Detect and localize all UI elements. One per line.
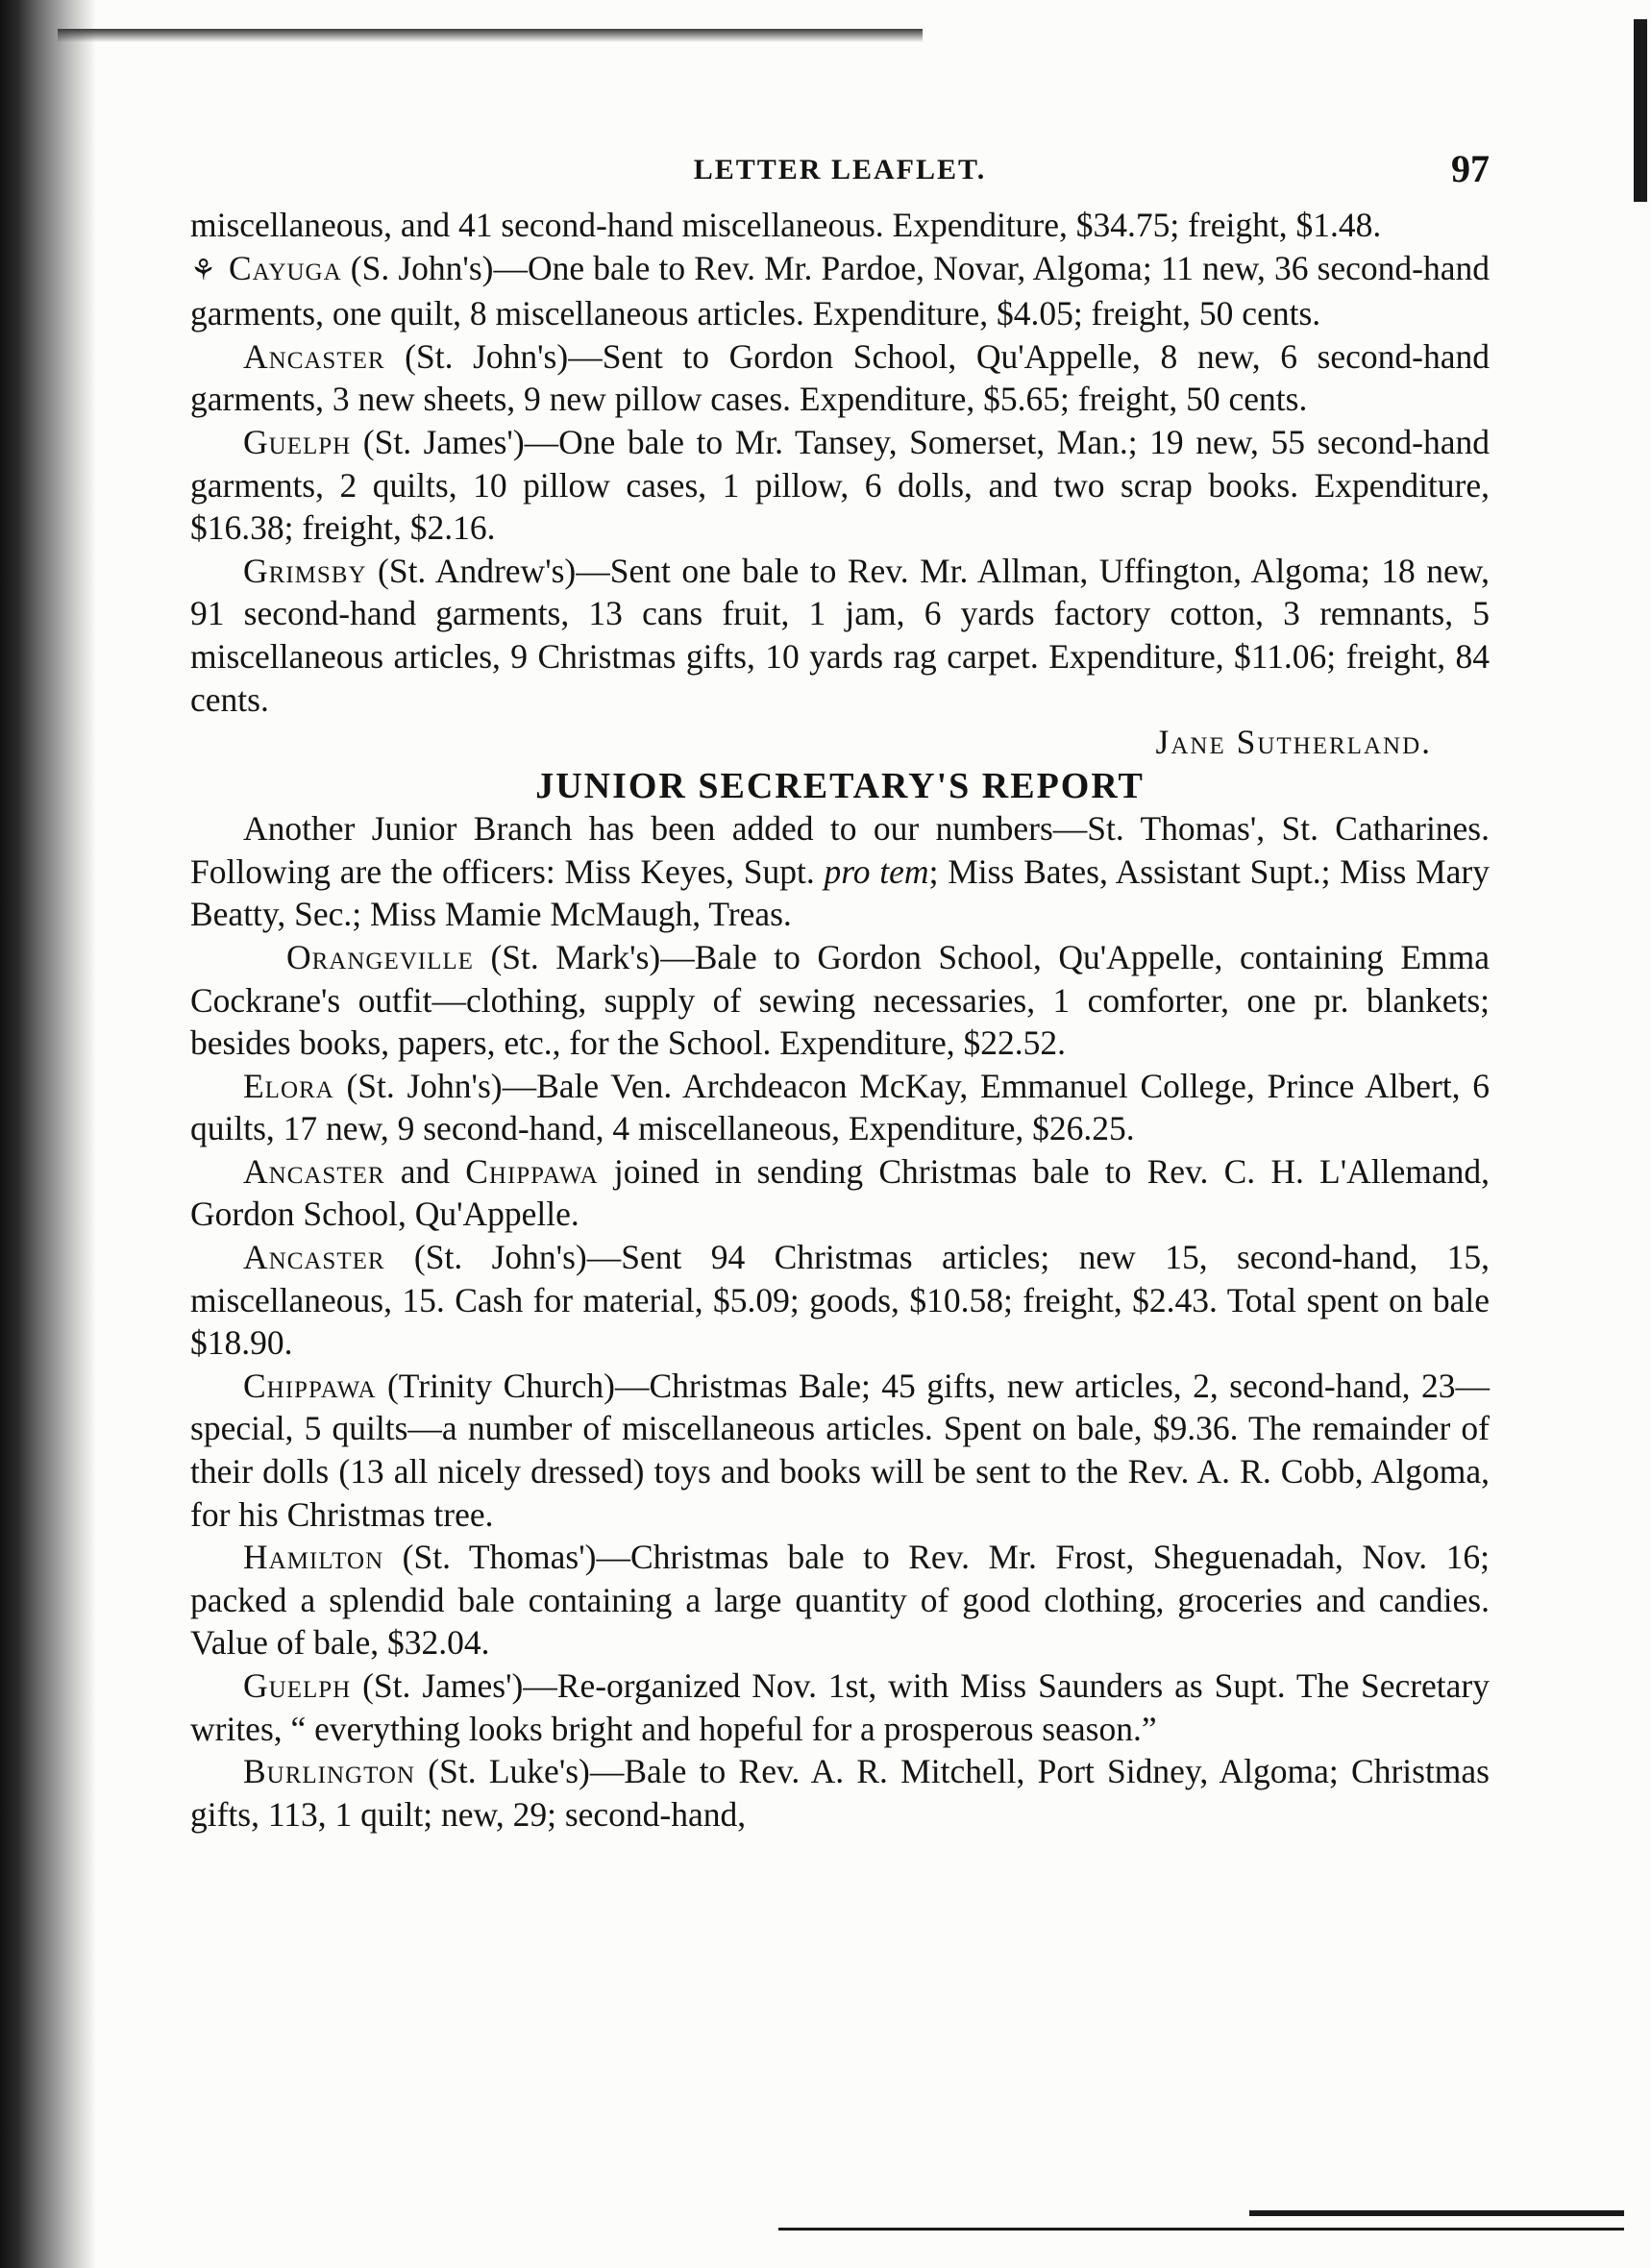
report-entry <box>190 1065 1490 1150</box>
entry-text: joined in sending Christmas bale to Rev. C. H. L'Allemand, Gordon School, Qu'Appelle. <box>190 1151 1491 1234</box>
entry-text: (St. John's)—Bale Ven. Archdeacon McKay, Emmanuel College, Prince Albert, 6 quilts, 17 new, 9 second-hand, 4 miscellaneous, Expenditure, $26.25. <box>190 1066 1490 1148</box>
report-entry <box>190 1536 1490 1664</box>
report-entry <box>190 550 1490 721</box>
running-header <box>190 144 1490 204</box>
entry-text: (Trinity Church)—Christmas Bale; 45 gifts, new articles, 2, second-hand, 23—special, 5 quilts—a number of miscellaneous articles. Spent on bale, $9.36. The remainder of their dolls (13 all nicely dressed) toys and books will be sent to the Rev. A. R. Cobb, Algoma, for his Christmas tree. <box>190 1366 1490 1534</box>
entry-place: Chippawa <box>243 1366 377 1405</box>
report-entry <box>190 1150 1490 1236</box>
entry-text: (St. Luke's)—Bale to Rev. A. R. Mitchell, Port Sidney, Algoma; Christmas gifts, 113, 1 quilt; new, 29; second-hand, <box>190 1752 1490 1834</box>
scan-bottom-rule-thick <box>1249 2210 1624 2216</box>
report-entry <box>190 247 1490 335</box>
scan-bottom-rule <box>778 2228 1624 2231</box>
entry-place: Hamilton <box>243 1538 384 1577</box>
scan-shadow-left <box>0 0 96 2268</box>
entry-place: Ancaster <box>243 1238 385 1277</box>
entry-place: Ancaster <box>243 1151 385 1191</box>
entry-place: Burlington <box>243 1752 416 1791</box>
entry-place: Elora <box>243 1066 334 1105</box>
entry-place: Guelph <box>243 422 352 461</box>
entry-place: Ancaster <box>243 336 385 376</box>
report-entry-continued <box>190 204 1490 247</box>
entry-place: Cayuga <box>229 248 342 287</box>
entry-text: (St. Mark's)—Bale to Gordon School, Qu'Appelle, containing Emma Cockrane's outfit—clothing, supply of sewing necessaries, 1 comforter, one pr. blankets; besides books, papers, etc., for the School. Expenditure, $22.52. <box>190 937 1490 1063</box>
entry-text: (St. James')—One bale to Mr. Tansey, Somerset, Man.; 19 new, 55 second-hand garments, 2 quilts, 10 pillow cases, 1 pillow, 6 dolls, and two scrap books. Expenditure, $16.38; freight, $2.16. <box>190 422 1490 548</box>
entry-text: (St. James')—Re-organized Nov. 1st, with Miss Saunders as Supt. The Secretary writes, “ everything looks bright and hopeful for a prosperous season.” <box>190 1666 1490 1748</box>
entry-place: Orangeville <box>286 937 474 976</box>
scan-shadow-top <box>58 29 923 42</box>
entry-place: Guelph <box>243 1666 352 1705</box>
document-page <box>190 144 1490 1836</box>
report-entry <box>190 1236 1490 1365</box>
page-number: 97 <box>1451 147 1490 190</box>
report-entry <box>190 936 1490 1065</box>
intro-text: Another Junior Branch has been added to our numbers—St. Thomas', St. Catharines. Following are the officers: Miss Keyes, Supt. <box>190 809 1490 891</box>
report-entry <box>190 421 1490 550</box>
entry-text: (St. John's)—Sent to Gordon School, Qu'Appelle, 8 new, 6 second-hand garments, 3 new sheets, 9 new pillow cases. Expenditure, $5.65; freight, 50 cents. <box>190 336 1490 419</box>
section-title: JUNIOR SECRETARY'S REPORT <box>535 766 1145 807</box>
running-title: LETTER LEAFLET. <box>693 154 987 185</box>
entry-text: (S. John's)—One bale to Rev. Mr. Pardoe, Novar, Algoma; 11 new, 36 second-hand garments, one quilt, 8 miscellaneous articles. Expenditure, $4.05; freight, 50 cents. <box>190 248 1490 333</box>
signature: Jane Sutherland. <box>1155 723 1432 762</box>
report-entry <box>190 1664 1490 1750</box>
report-entry <box>190 1750 1490 1836</box>
entry-text: (St. Andrew's)—Sent one bale to Rev. Mr. Allman, Uffington, Algoma; 18 new, 91 second-hand garments, 13 cans fruit, 1 jam, 6 yards factory cotton, 3 remnants, 5 miscellaneous articles, 9 Christmas gifts, 10 yards rag carpet. Expenditure, $11.06; freight, 84 cents. <box>190 551 1490 719</box>
entry-text: (St. John's)—Sent 94 Christmas articles; new 15, second-hand, 15, miscellaneous, 15. Cash for material, $5.09; goods, $10.58; freight, $2.43. Total spent on bale $18.90. <box>190 1238 1490 1363</box>
report-entry <box>190 335 1490 421</box>
intro-paragraph <box>190 807 1490 936</box>
intro-text-end: ; Miss Bates, Assistant Supt.; Miss Mary Beatty, Sec.; Miss Mamie McMaugh, Treas. <box>190 851 1491 934</box>
scan-shadow-right <box>1634 19 1647 202</box>
entry-text: (St. Thomas')—Christmas bale to Rev. Mr. Frost, Sheguenadah, Nov. 16; packed a splendid bale containing a large quantity of good clothing, groceries and candies. Value of bale, $32.04. <box>190 1538 1490 1663</box>
printer-mark-icon: ⚘ <box>190 254 216 286</box>
entry-conjunction: and <box>384 1151 466 1191</box>
intro-emphasis: pro tem <box>824 851 929 891</box>
entry-text: miscellaneous, and 41 second-hand miscellaneous. Expenditure, $34.75; freight, $1.48. <box>190 206 1382 244</box>
entry-place: Grimsby <box>243 551 367 590</box>
entry-place-second: Chippawa <box>465 1151 599 1191</box>
report-entry <box>190 1365 1490 1536</box>
report-body <box>190 204 1490 1836</box>
